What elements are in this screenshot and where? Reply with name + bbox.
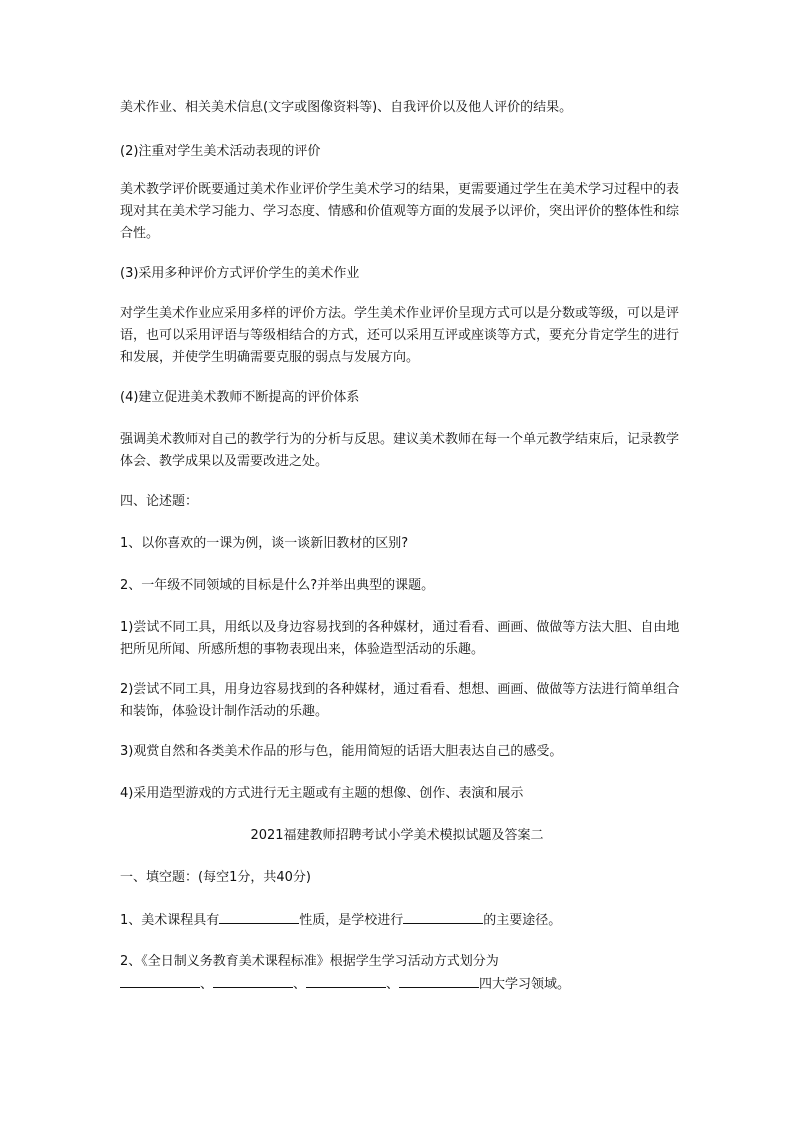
question-2: 2、一年级不同领域的目标是什么?并举出典型的课题。 [120, 578, 435, 593]
fill-1-part-c: 的主要途径。 [483, 913, 562, 928]
paragraph-multiple-methods: 对学生美术作业应采用多样的评价方法。学生美术作业评价呈现方式可以是分数或等级，可以是评语，也可以采用评语与等级相结合的方式，还可以采用互评或座谈等方式，要充分肯定学生的进行和发展，并使学生明确需要克服的弱点与发展方向。 [120, 306, 680, 365]
answer-4: 4)采用造型游戏的方式进行无主题或有主题的想像、创作、表演和展示 [120, 786, 524, 801]
fill-2-separator: 、 [386, 977, 400, 992]
answer-blank [403, 909, 483, 924]
section-heading-essay: 四、论述题： [120, 494, 199, 509]
answer-2: 2)尝试不同工具，用身边容易找到的各种媒材，通过看看、想想、画画、做做等方法进行简单组合和装饰，体验设计制作活动的乐趣。 [120, 682, 680, 719]
answer-1: 1)尝试不同工具，用纸以及身边容易找到的各种媒材，通过看看、画画、做做等方法大胆、自由地把所见所闻、所感所想的事物表现出来，体验造型活动的乐趣。 [120, 620, 680, 657]
heading-teacher-evaluation: (4)建立促进美术教师不断提高的评价体系 [120, 390, 360, 405]
exam-title: 2021福建教师招聘考试小学美术模拟试题及答案二 [250, 828, 544, 843]
paragraph-evaluation-results: 美术作业、相关美术信息(文字或图像资料等)、自我评价以及他人评价的结果。 [120, 100, 573, 115]
fill-2-part-a: 2、《全日制义务教育美术课程标准》根据学生学习活动方式划分为 [120, 954, 499, 969]
answer-blank [306, 973, 386, 988]
fill-1-part-a: 1、美术课程具有 [120, 913, 220, 928]
fill-question-1 [120, 909, 680, 932]
answer-blank [213, 973, 293, 988]
paragraph-activity-evaluation: 美术教学评价既要通过美术作业评价学生美术学习的结果，更需要通过学生在美术学习过程中的表现对其在美术学习能力、学习态度、情感和价值观等方面的发展予以评价，突出评价的整体性和综合性。 [120, 182, 680, 241]
heading-multiple-methods: (3)采用多种评价方式评价学生的美术作业 [120, 266, 360, 281]
heading-activity-evaluation: (2)注重对学生美术活动表现的评价 [120, 144, 321, 159]
question-1: 1、以你喜欢的一课为例，谈一谈新旧教材的区别? [120, 536, 409, 551]
answer-blank [399, 973, 479, 988]
paragraph-teacher-evaluation: 强调美术教师对自己的教学行为的分析与反思。建议美术教师在每一个单元教学结束后，记录教学体会、教学成果以及需要改进之处。 [120, 432, 680, 469]
fill-2-separator: 、 [293, 977, 307, 992]
section-heading-fill-blank: 一、填空题：(每空1分，共40分) [120, 870, 311, 885]
answer-3: 3)观赏自然和各类美术作品的形与色，能用简短的话语大胆表达自己的感受。 [120, 744, 563, 759]
answer-blank [219, 909, 299, 924]
answer-blank [120, 973, 200, 988]
fill-question-2 [120, 951, 680, 996]
fill-1-part-b: 性质，是学校进行 [299, 913, 404, 928]
fill-2-separator: 、 [200, 977, 214, 992]
fill-2-end: 四大学习领域。 [479, 977, 571, 992]
